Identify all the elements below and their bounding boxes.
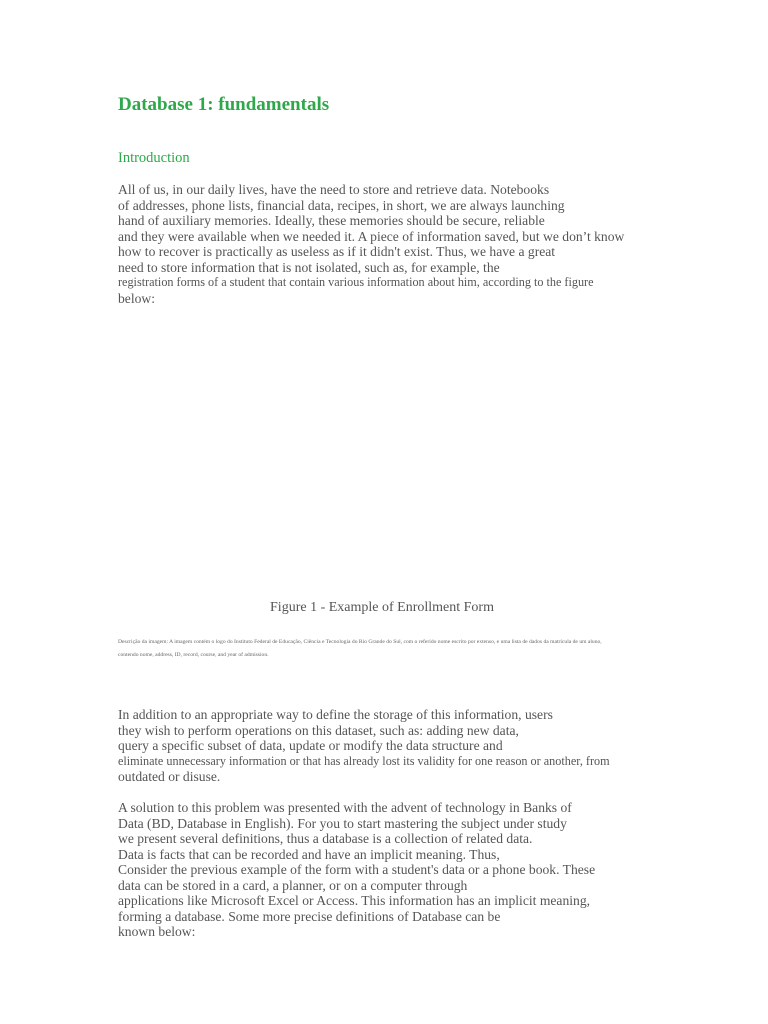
paragraph-line: In addition to an appropriate way to define the storage of this information, users — [118, 707, 553, 722]
definitions-paragraph — [118, 800, 678, 940]
paragraph-line: how to recover is practically as useless as if it didn't exist. Thus, we have a great — [118, 244, 556, 259]
paragraph-line: query a specific subset of data, update or modify the data structure and — [118, 738, 503, 753]
paragraph-line: Consider the previous example of the form with a student's data or a phone book. These — [118, 862, 596, 877]
paragraph-line: hand of auxiliary memories. Ideally, these memories should be secure, reliable — [118, 213, 545, 228]
paragraph-line: of addresses, phone lists, financial data, recipes, in short, we are always launching — [118, 197, 565, 213]
paragraph-line: below: — [118, 290, 155, 306]
paragraph-line: data can be stored in a card, a planner, or on a computer through — [118, 877, 468, 893]
paragraph-line: outdated or disuse. — [118, 769, 221, 784]
figure-description — [118, 636, 663, 662]
paragraph-line: known below: — [118, 924, 196, 939]
figure-description-line: contendo nome, address, ID, record, course, and year of admission. — [118, 652, 269, 658]
paragraph-line: we present several definitions, thus a database is a collection of related data. — [118, 831, 533, 846]
section-heading: Introduction — [118, 150, 190, 166]
paragraph-line: registration forms of a student that contain various information about him, according to the figure — [118, 275, 594, 289]
figure-caption: Figure 1 - Example of Enrollment Form — [270, 600, 494, 615]
paragraph-line: A solution to this problem was presented with the advent of technology in Banks of — [118, 800, 572, 815]
document-title: Database 1: fundamentals — [118, 94, 330, 115]
intro-paragraph — [118, 182, 678, 306]
paragraph-line: All of us, in our daily lives, have the need to store and retrieve data. Notebooks — [118, 182, 550, 197]
paragraph-line: applications like Microsoft Excel or Access. This information has an implicit meaning, — [118, 893, 591, 908]
paragraph-line: they wish to perform operations on this dataset, such as: adding new data, — [118, 722, 519, 738]
paragraph-line: Data is facts that can be recorded and have an implicit meaning. Thus, — [118, 846, 500, 862]
figure-description-line: Descrição da imagem: A imagem contém o logo do Instituto Federal de Educação, Ciência e Tecnologia do Rio Grande do Sul, com o referido nome escrito por extenso, e uma lista de dados da matrícula de um aluno, — [118, 639, 602, 645]
paragraph-line: Data (BD, Database in English). For you to start mastering the subject under study — [118, 815, 567, 831]
paragraph-line: and they were available when we needed it. A piece of information saved, but we don’t know — [118, 228, 625, 244]
paragraph-line: need to store information that is not isolated, such as, for example, the — [118, 259, 500, 275]
operations-paragraph — [118, 707, 678, 785]
figure-placeholder — [118, 318, 646, 588]
paragraph-line: forming a database. Some more precise definitions of Database can be — [118, 908, 501, 924]
paragraph-line: eliminate unnecessary information or that has already lost its validity for one reason or another, from — [118, 753, 610, 768]
